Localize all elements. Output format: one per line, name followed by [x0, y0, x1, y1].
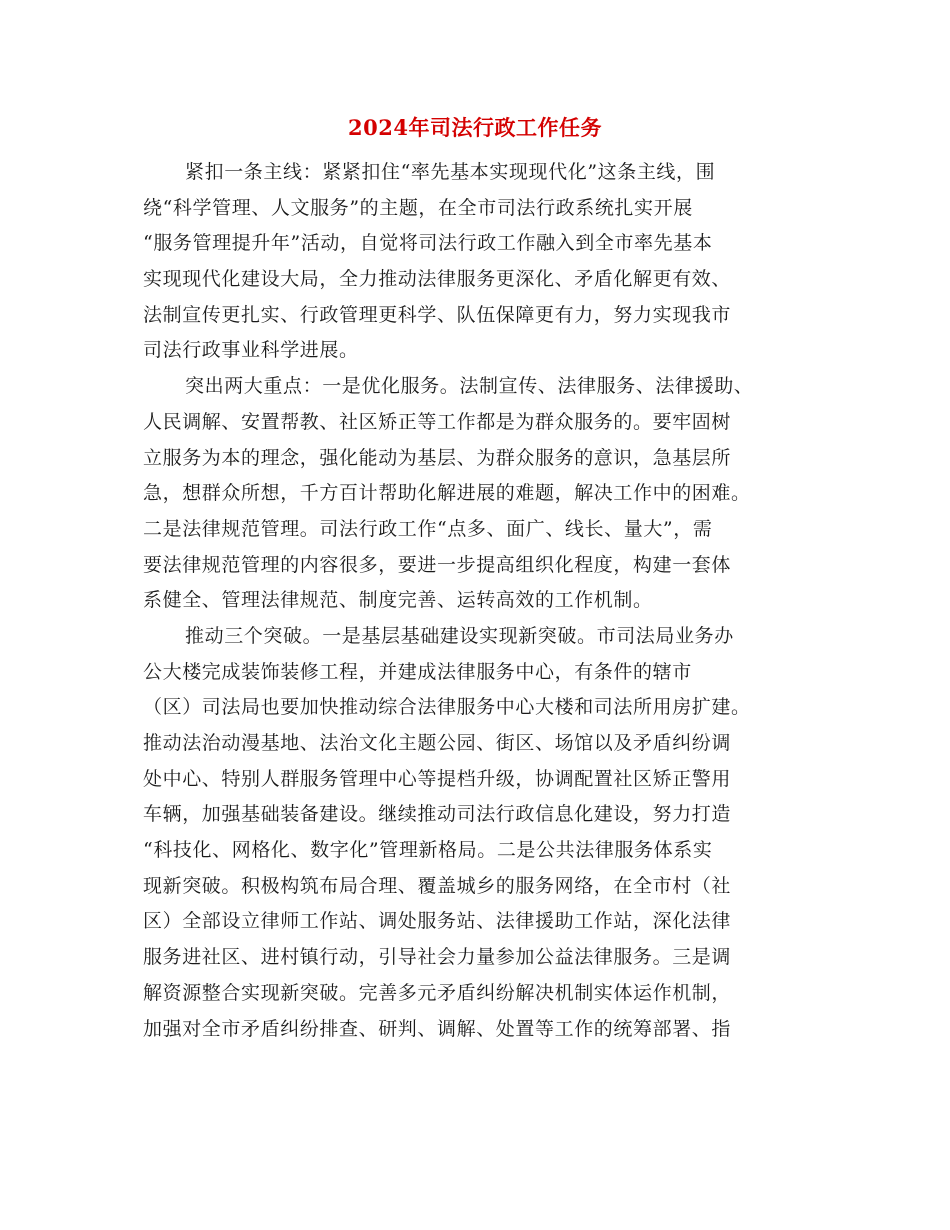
paragraph-line: 绕“科学管理、人文服务”的主题，在全市司法行政系统扎实开展	[143, 196, 693, 219]
paragraph-line: 车辆，加强基础装备建设。继续推动司法行政信息化建设，努力打造	[143, 803, 732, 826]
paragraph-line: 立服务为本的理念，强化能动为基层、为群众服务的意识，急基层所	[143, 446, 732, 469]
paragraph-line: 公大楼完成装饰装修工程，并建成法律服务中心，有条件的辖市	[143, 660, 692, 683]
paragraph-line: 急，想群众所想，千方百计帮助化解进展的难题，解决工作中的困难。	[143, 482, 751, 505]
paragraph-line: 推动三个突破。一是基层基础建设实现新突破。市司法局业务办	[185, 624, 734, 647]
paragraph-line: 人民调解、安置帮教、社区矫正等工作都是为群众服务的。要牢固树	[143, 410, 732, 433]
paragraph-line: 服务进社区、进村镇行动，引导社会力量参加公益法律服务。三是调	[143, 946, 732, 969]
paragraph-line: 解资源整合实现新突破。完善多元矛盾纠纷解决机制实体运作机制，	[143, 981, 732, 1004]
paragraph-line: 区）全部设立律师工作站、调处服务站、法律援助工作站，深化法律	[143, 910, 732, 933]
paragraph-line: “科技化、网格化、数字化”管理新格局。二是公共法律服务体系实	[143, 839, 713, 862]
paragraph-line: 法制宣传更扎实、行政管理更科学、队伍保障更有力，努力实现我市	[143, 303, 732, 326]
paragraph-line: 推动法治动漫基地、法治文化主题公园、街区、场馆以及矛盾纠纷调	[143, 732, 732, 754]
paragraph-line: 要法律规范管理的内容很多，要进一步提高组织化程度，构建一套体	[143, 553, 732, 576]
paragraph-line: 加强对全市矛盾纠纷排查、研判、调解、处置等工作的统筹部署、指	[143, 1017, 732, 1040]
document-body	[143, 155, 811, 1047]
paragraph-line: 处中心、特别人群服务管理中心等提档升级，协调配置社区矫正警用	[143, 767, 732, 790]
paragraph-line: （区）司法局也要加快推动综合法律服务中心大楼和司法所用房扩建。	[143, 696, 751, 719]
paragraph-line: 实现现代化建设大局，全力推动法律服务更深化、矛盾化解更有效、	[143, 268, 732, 291]
paragraph-line: 系健全、管理法律规范、制度完善、运转高效的工作机制。	[143, 589, 653, 612]
paragraph-line: 突出两大重点：一是优化服务。法制宣传、法律服务、法律援助、	[185, 375, 754, 398]
paragraph-line: “服务管理提升年”活动，自觉将司法行政工作融入到全市率先基本	[143, 232, 713, 255]
paragraph-line: 紧扣一条主线：紧紧扣住“率先基本实现现代化”这条主线，围	[185, 161, 716, 183]
paragraph-line: 司法行政事业科学进展。	[143, 339, 359, 362]
paragraph-line: 现新突破。积极构筑布局合理、覆盖城乡的服务网络，在全市村（社	[143, 874, 732, 897]
paragraph-line: 二是法律规范管理。司法行政工作“点多、面广、线长、量大”，需	[143, 517, 713, 540]
document-title: 2024年司法行政工作任务	[348, 115, 602, 140]
